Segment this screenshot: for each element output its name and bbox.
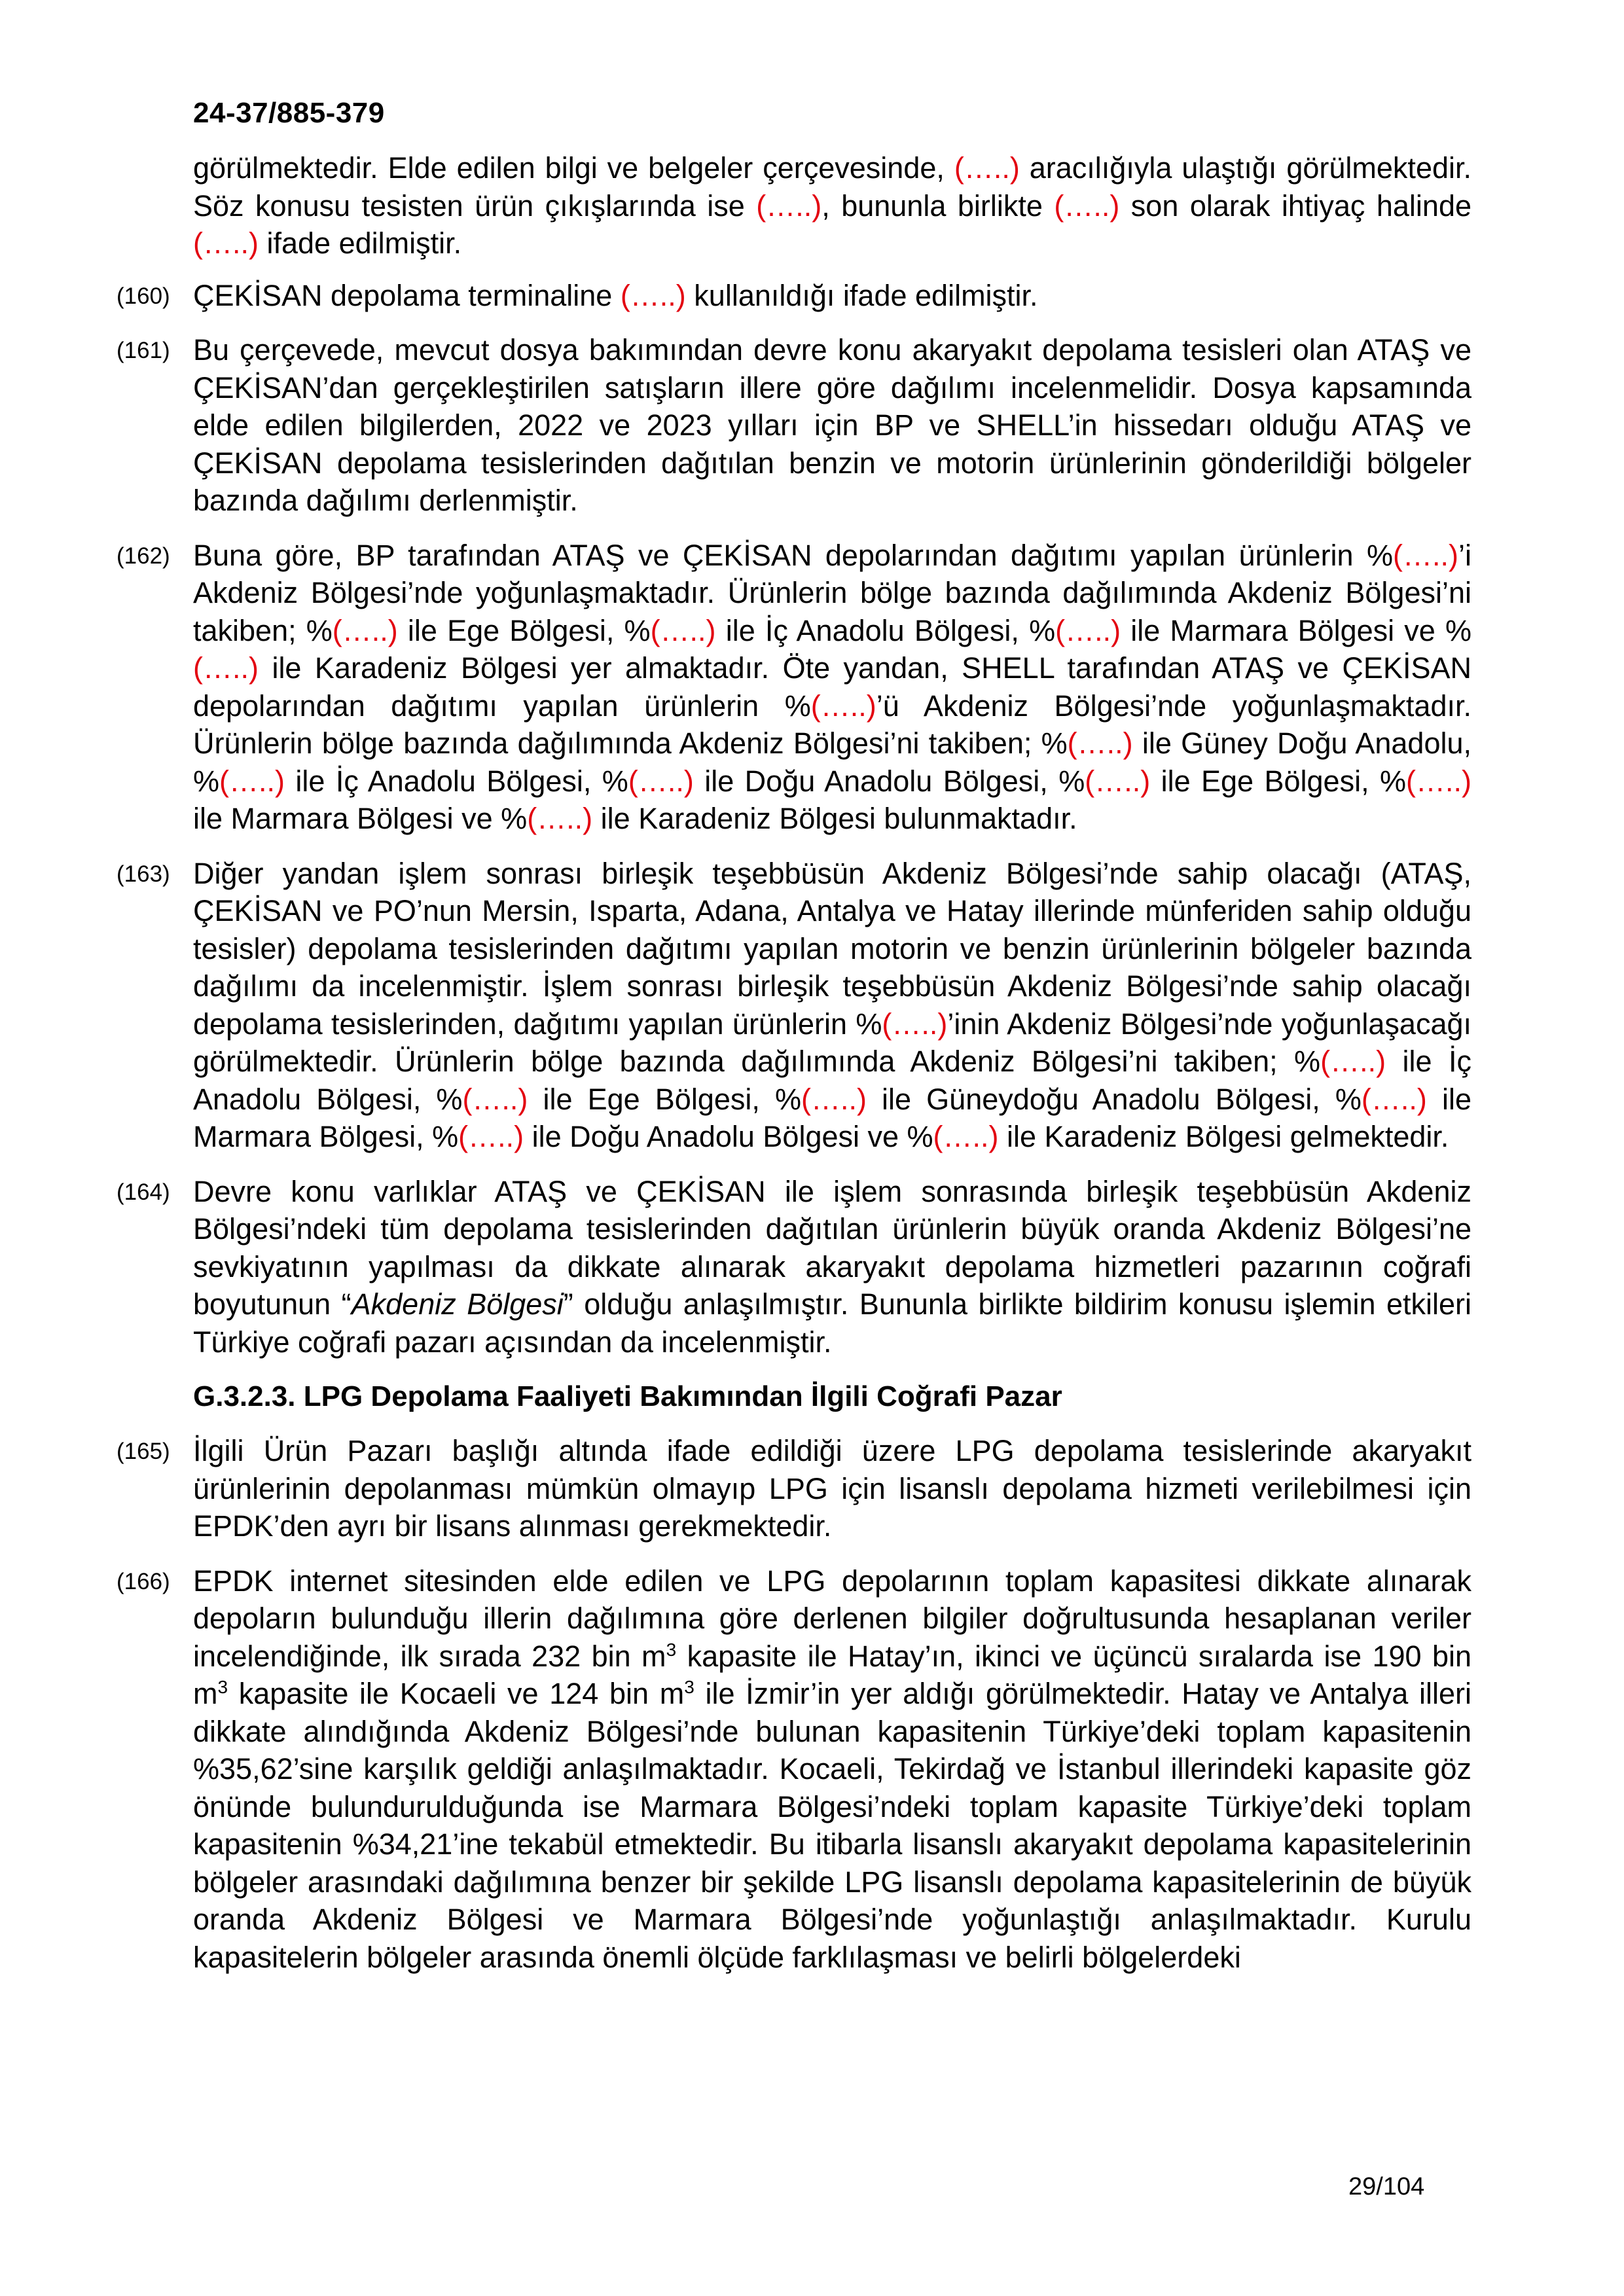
numbered-paragraph (117, 537, 1471, 838)
numbered-paragraph (117, 1432, 1471, 1545)
redacted-placeholder: (…..) (1085, 764, 1151, 798)
paragraph-number: (163) (117, 861, 170, 887)
paragraph-text: ” olduğu anlaşılmıştır. Bununla birlikte bildirim konusu işlemin etkileri Türkiye coğrafi pazarı açısından da incelenmiştir. (193, 1287, 1471, 1359)
paragraph-text: ile İç Anadolu Bölgesi, % (285, 764, 628, 798)
paragraph-text: Buna göre, BP tarafından ATAŞ ve ÇEKİSAN depolarından dağıtımı yapılan ürünlerin % (193, 538, 1394, 572)
paragraph-text: , bununla birlikte (821, 188, 1055, 223)
paragraph-text: ’ü Akdeniz Bölgesi’nde yoğunlaşmaktadır. Ürünlerin bölge bazında dağılımında Akdeniz Bölgesi’ni takiben; % (193, 689, 1471, 760)
redacted-placeholder: (…..) (801, 1082, 867, 1116)
numbered-paragraph (117, 277, 1471, 315)
redacted-placeholder: (…..) (193, 226, 259, 260)
paragraph-text: ile Marmara Bölgesi, % (193, 1082, 1472, 1153)
redacted-placeholder: (…..) (1361, 1082, 1427, 1116)
superscript: 3 (666, 1639, 677, 1660)
redacted-placeholder: (…..) (193, 651, 259, 685)
paragraph-text: ile İzmir’in yer aldığı görülmektedir. Hatay ve Antalya illeri dikkate alındığında Akdeniz Bölgesi’nde bulunan kapasitenin Türkiye’deki toplam kapasitenin %35,62’sine karşılık geldiği anlaşılmaktadır. Kocaeli, Tekirdağ ve İstanbul illerindeki kapasite göz önünde bulundurulduğunda ise Marmara Bölgesi’ndeki toplam kapasite Türkiye’deki toplam kapasitenin %34,21’ine tekabül etmektedir. Bu itibarla lisanslı akaryakıt depolama kapasitelerinin bölgeler arasındaki dağılımına benzer bir şekilde LPG lisanslı depolama kapasitelerinin de büyük oranda Akdeniz Bölgesi ve Marmara Bölgesi’nde yoğunlaştığı anlaşılmaktadır. Kurulu kapasitelerin bölgeler arasında önemli ölçüde farklılaşması ve belirli bölgelerdeki (193, 1677, 1471, 1974)
paragraph-text: kullanıldığı ifade edilmiştir. (685, 278, 1038, 312)
redacted-placeholder: (…..) (628, 764, 694, 798)
redacted-placeholder: (…..) (527, 802, 593, 835)
paragraph-text: son olarak ihtiyaç halinde (1119, 188, 1472, 223)
redacted-placeholder: (…..) (332, 613, 398, 647)
redacted-placeholder: (…..) (219, 764, 285, 798)
paragraph-text: ile Doğu Anadolu Bölgesi ve % (524, 1120, 933, 1153)
paragraph-text: ile Ege Bölgesi, % (528, 1082, 801, 1116)
redacted-placeholder: (…..) (810, 689, 876, 723)
paragraph-text: ifade edilmiştir. (258, 226, 462, 260)
paragraph-text: Bu çerçevede, mevcut dosya bakımından devre konu akaryakıt depolama tesisleri olan ATAŞ ve ÇEKİSAN’dan gerçekleştirilen satışların illere göre dağılımı incelenmelidir. Dosya kapsamında elde edilen bilgilerden, 2022 ve 2023 yılları için BP ve SHELL’in hissedarı olduğu ATAŞ ve ÇEKİSAN depolama tesislerinden dağıtılan benzin ve motorin ürünlerinin gönderildiği bölgeler bazında dağılımı derlenmiştir. (193, 333, 1471, 517)
numbered-paragraph (117, 855, 1472, 1156)
paragraph-text: aracılığıyla ulaştığı görülmektedir. Söz konusu tesisten ürün çıkışlarında ise (193, 151, 1471, 223)
paragraph-text: ile Güneydoğu Anadolu Bölgesi, % (866, 1082, 1362, 1116)
paragraph-text: ile Güney Doğu Anadolu, % (193, 726, 1471, 798)
paragraph-text: ile Doğu Anadolu Bölgesi, % (693, 764, 1085, 798)
numbered-paragraph (117, 1562, 1472, 1977)
redacted-placeholder: (…..) (650, 613, 716, 647)
paragraph-number: (160) (117, 283, 170, 309)
numbered-paragraph (117, 1173, 1471, 1361)
paragraph-text: ile Karadeniz Bölgesi bulunmaktadır. (592, 802, 1077, 835)
paragraph-text: ’i Akdeniz Bölgesi’nde yoğunlaşmaktadır. Ürünlerin bölge bazında dağılımında Akdeniz Bölgesi’ni takiben; % (193, 538, 1471, 647)
redacted-placeholder: (…..) (458, 1120, 524, 1153)
paragraph-text: İlgili Ürün Pazarı başlığı altında ifade edildiği üzere LPG depolama tesislerinde akaryakıt ürünlerinin depolanması mümkün olmayıp LPG için lisanslı depolama hizmeti verilebilmesi için EPDK’den ayrı bir lisans alınması gerekmektedir. (193, 1434, 1471, 1543)
paragraph-text: kapasite ile Hatay’ın, ikinci ve üçüncü sıralarda ise 190 bin m (193, 1639, 1472, 1710)
numbered-paragraph (117, 331, 1471, 520)
paragraph-text: görülmektedir. Elde edilen bilgi ve belgeler çerçevesinde, (193, 151, 954, 185)
paragraph-text: EPDK internet sitesinden elde edilen ve LPG depolarının toplam kapasitesi dikkate alınarak depoların bulunduğu illerin dağılımına göre derlenen bilgiler doğrultusunda hesaplanan veriler incelendiğinde, ilk sırada 232 bin m (193, 1564, 1471, 1673)
continued-paragraph (193, 149, 1471, 262)
redacted-placeholder: (…..) (882, 1007, 948, 1041)
document-body (117, 149, 1472, 1993)
paragraph-text: ÇEKİSAN depolama terminaline (193, 278, 621, 312)
redacted-placeholder: (…..) (954, 151, 1020, 185)
paragraph-number: (161) (117, 338, 170, 363)
superscript: 3 (684, 1677, 695, 1697)
paragraph-number: (166) (117, 1568, 170, 1594)
paragraph-text: ile Karadeniz Bölgesi yer almaktadır. Öte yandan, SHELL tarafından ATAŞ ve ÇEKİSAN depolarından dağıtımı yapılan ürünlerin % (193, 651, 1471, 723)
redacted-placeholder: (…..) (1054, 188, 1120, 223)
redacted-placeholder: (…..) (933, 1120, 999, 1153)
paragraph-text: ile Ege Bölgesi, % (397, 613, 651, 647)
document-reference-number: 24-37/885-379 (193, 97, 385, 129)
paragraph-text: ile İç Anadolu Bölgesi, % (715, 613, 1056, 647)
superscript: 3 (217, 1677, 228, 1697)
redacted-placeholder: (…..) (620, 278, 686, 312)
paragraph-number: (162) (117, 543, 170, 569)
paragraph-text: ile Marmara Bölgesi ve % (193, 802, 528, 835)
paragraph-text: ile İç Anadolu Bölgesi, % (193, 1045, 1471, 1116)
paragraph-text: ’inin Akdeniz Bölgesi’nde yoğunlaşacağı görülmektedir. Ürünlerin bölge bazında dağılımında Akdeniz Bölgesi’ni takiben; % (193, 1007, 1471, 1078)
redacted-placeholder: (…..) (1055, 613, 1121, 647)
page-number: 29/104 (1348, 2173, 1425, 2200)
redacted-placeholder: (…..) (1406, 764, 1471, 798)
redacted-placeholder: (…..) (1067, 726, 1133, 760)
paragraph-text: Devre konu varlıklar ATAŞ ve ÇEKİSAN ile işlem sonrasında birleşik teşebbüsün Akdeniz Bölgesi’ndeki tüm depolama tesislerinden dağıtılan ürünlerin büyük oranda Akdeniz Bölgesi’ne sevkiyatının yapılması da dikkate alınarak akaryakıt depolama hizmetleri pazarının coğrafi boyutunun “ (193, 1174, 1471, 1321)
paragraph-text: kapasite ile Kocaeli ve 124 bin m (228, 1677, 685, 1710)
paragraph-number: (165) (117, 1439, 170, 1464)
paragraph-text: Diğer yandan işlem sonrası birleşik teşebbüsün Akdeniz Bölgesi’nde sahip olacağı (ATAŞ, ÇEKİSAN ve PO’nun Mersin, Isparta, Adana, Antalya ve Hatay illerinde münferiden sahip olduğu tesisler) depolama tesislerinden dağıtımı yapılan motorin ve benzin ürünlerinin bölgeler bazında dağılımı da incelenmiştir. İşlem sonrası birleşik teşebbüsün Akdeniz Bölgesi’nde sahip olacağı depolama tesislerinden, dağıtımı yapılan ürünlerin % (193, 856, 1471, 1041)
paragraph-text: ile Ege Bölgesi, % (1150, 764, 1406, 798)
paragraph-text: ile Karadeniz Bölgesi gelmektedir. (998, 1120, 1449, 1153)
redacted-placeholder: (…..) (462, 1082, 528, 1116)
redacted-placeholder: (…..) (756, 188, 822, 223)
italic-text: Akdeniz Bölgesi (351, 1287, 564, 1321)
redacted-placeholder: (…..) (1320, 1045, 1386, 1078)
redacted-placeholder: (…..) (1393, 538, 1458, 572)
paragraph-text: ile Marmara Bölgesi ve % (1121, 613, 1471, 647)
section-heading: G.3.2.3. LPG Depolama Faaliyeti Bakımından İlgili Coğrafi Pazar (193, 1380, 1062, 1412)
paragraph-number: (164) (117, 1179, 170, 1205)
